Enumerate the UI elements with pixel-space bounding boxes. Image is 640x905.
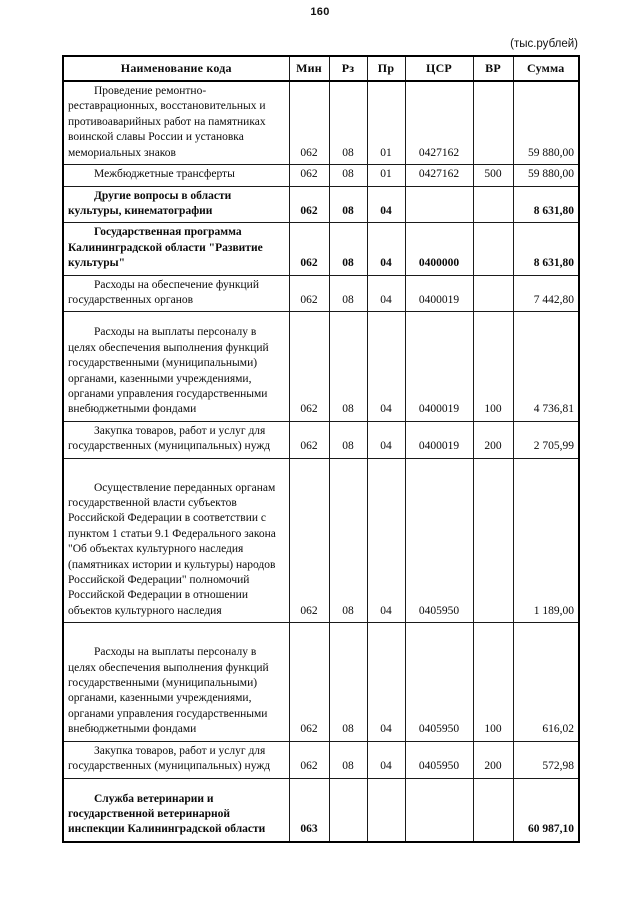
cell-vr	[473, 275, 513, 312]
cell-min: 062	[289, 275, 329, 312]
cell-rz: 08	[329, 186, 367, 223]
cell-rz: 08	[329, 458, 367, 623]
cell-pr: 04	[367, 421, 405, 458]
cell-min: 062	[289, 186, 329, 223]
cell-csr: 0405950	[405, 458, 473, 623]
cell-csr	[405, 186, 473, 223]
cell-vr	[473, 778, 513, 842]
cell-vr: 100	[473, 312, 513, 421]
table-row	[63, 458, 579, 623]
table-header	[63, 56, 579, 81]
cell-min: 062	[289, 421, 329, 458]
cell-csr: 0405950	[405, 741, 473, 778]
cell-sum: 572,98	[513, 741, 579, 778]
cell-name: Служба ветеринарии и государственной ветеринарной инспекции Калининградской области	[63, 778, 289, 842]
cell-sum: 8 631,80	[513, 186, 579, 223]
cell-vr	[473, 458, 513, 623]
cell-sum: 7 442,80	[513, 275, 579, 312]
cell-min: 062	[289, 81, 329, 165]
cell-name: Закупка товаров, работ и услуг для государственных (муниципальных) нужд	[63, 741, 289, 778]
cell-rz: 08	[329, 623, 367, 741]
cell-pr: 04	[367, 275, 405, 312]
cell-rz: 08	[329, 312, 367, 421]
cell-rz: 08	[329, 421, 367, 458]
cell-csr: 0405950	[405, 623, 473, 741]
cell-pr: 04	[367, 623, 405, 741]
cell-name: Другие вопросы в области культуры, кинематографии	[63, 186, 289, 223]
cell-min: 062	[289, 165, 329, 186]
cell-name: Расходы на выплаты персоналу в целях обеспечения выполнения функций государственными (муниципальными) органами, казенными учреждениями, органами управления государственными внебюджетными фондами	[63, 623, 289, 741]
cell-min: 062	[289, 458, 329, 623]
cell-rz: 08	[329, 741, 367, 778]
cell-rz	[329, 778, 367, 842]
cell-pr: 04	[367, 223, 405, 275]
units-caption: (тыс.рублей)	[510, 38, 578, 50]
cell-min: 062	[289, 741, 329, 778]
cell-csr: 0400000	[405, 223, 473, 275]
table-body	[63, 81, 579, 842]
cell-vr	[473, 186, 513, 223]
cell-vr	[473, 81, 513, 165]
cell-csr: 0400019	[405, 421, 473, 458]
cell-pr: 01	[367, 81, 405, 165]
table-row	[63, 421, 579, 458]
cell-name: Проведение ремонтно-реставрационных, восстановительных и противоаварийных работ на памятниках воинской славы России и установка мемориальных знаков	[63, 81, 289, 165]
cell-csr: 0400019	[405, 312, 473, 421]
cell-vr	[473, 223, 513, 275]
cell-vr: 200	[473, 421, 513, 458]
cell-name: Расходы на выплаты персоналу в целях обеспечения выполнения функций государственными (муниципальными) органами, казенными учреждениями, органами управления государственными внебюджетными фондами	[63, 312, 289, 421]
cell-rz: 08	[329, 81, 367, 165]
cell-rz: 08	[329, 223, 367, 275]
cell-csr: 0427162	[405, 165, 473, 186]
table-row	[63, 778, 579, 842]
column-header-name: Наименование кода	[63, 56, 289, 81]
column-header-csr: ЦСР	[405, 56, 473, 81]
table-row	[63, 275, 579, 312]
cell-min: 062	[289, 312, 329, 421]
column-header-rz: Рз	[329, 56, 367, 81]
cell-name: Межбюджетные трансферты	[63, 165, 289, 186]
cell-min: 063	[289, 778, 329, 842]
cell-name: Государственная программа Калининградской области "Развитие культуры"	[63, 223, 289, 275]
cell-pr	[367, 778, 405, 842]
cell-min: 062	[289, 223, 329, 275]
cell-csr	[405, 778, 473, 842]
cell-sum: 59 880,00	[513, 81, 579, 165]
cell-csr: 0427162	[405, 81, 473, 165]
table-row	[63, 165, 579, 186]
cell-sum: 60 987,10	[513, 778, 579, 842]
cell-name: Закупка товаров, работ и услуг для государственных (муниципальных) нужд	[63, 421, 289, 458]
table-row	[63, 312, 579, 421]
table-row	[63, 623, 579, 741]
cell-vr: 100	[473, 623, 513, 741]
cell-name: Расходы на обеспечение функций государственных органов	[63, 275, 289, 312]
cell-sum: 1 189,00	[513, 458, 579, 623]
cell-sum: 8 631,80	[513, 223, 579, 275]
cell-min: 062	[289, 623, 329, 741]
column-header-pr: Пр	[367, 56, 405, 81]
budget-table	[62, 55, 580, 843]
cell-pr: 04	[367, 458, 405, 623]
cell-pr: 04	[367, 186, 405, 223]
cell-sum: 4 736,81	[513, 312, 579, 421]
cell-sum: 616,02	[513, 623, 579, 741]
cell-rz: 08	[329, 275, 367, 312]
cell-pr: 04	[367, 741, 405, 778]
page-number: 160	[310, 6, 330, 18]
cell-pr: 01	[367, 165, 405, 186]
cell-rz: 08	[329, 165, 367, 186]
column-header-vr: ВР	[473, 56, 513, 81]
cell-sum: 59 880,00	[513, 165, 579, 186]
table-row	[63, 81, 579, 165]
column-header-sum: Сумма	[513, 56, 579, 81]
cell-sum: 2 705,99	[513, 421, 579, 458]
cell-csr: 0400019	[405, 275, 473, 312]
column-header-min: Мин	[289, 56, 329, 81]
header-row	[63, 56, 579, 81]
cell-pr: 04	[367, 312, 405, 421]
table-row	[63, 186, 579, 223]
table-row	[63, 741, 579, 778]
cell-vr: 500	[473, 165, 513, 186]
cell-vr: 200	[473, 741, 513, 778]
budget-table-container	[62, 55, 578, 843]
table-row	[63, 223, 579, 275]
cell-name: Осуществление переданных органам государственной власти субъектов Российской Федерации в соответствии с пунктом 1 статьи 9.1 Федерального закона "Об объектах культурного наследия (памятниках истории и культуры) народов Российской Федерации" полномочий Российской Федерации в отношении объектов культурного наследия	[63, 458, 289, 623]
